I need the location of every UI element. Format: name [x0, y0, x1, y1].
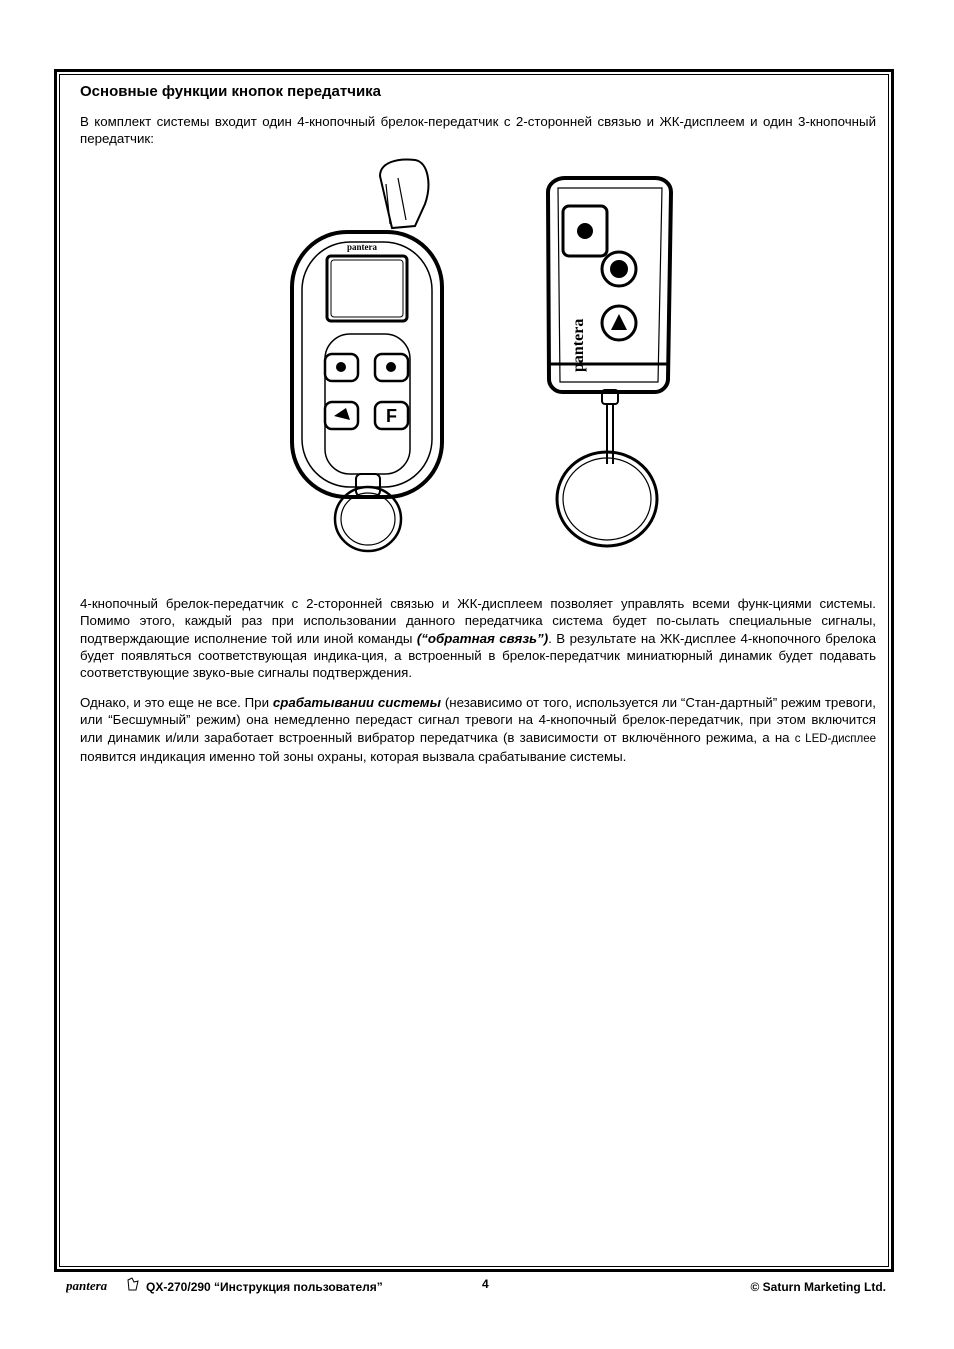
paragraph-feedback-text-a: 4-кнопочный брелок-передатчик с 2-сторонней связью и ЖК-дисплеем позволяет управлять всеми функ-циями системы. Помимо этого, каждый раз при использовании данного передатчика система будет по-сылать специальные сигналы, подтверждающие исполнение той или иной команды — [80, 595, 876, 646]
led-display-note: с LED-дисплее — [794, 732, 876, 745]
cat-icon — [128, 1278, 138, 1290]
remotes-illustration — [80, 154, 876, 584]
pantera-logo — [66, 1277, 140, 1295]
page-footer — [66, 1274, 888, 1298]
section-title: Основные функции кнопок передатчика — [80, 83, 382, 100]
page-number: 4 — [482, 1277, 489, 1291]
remote-3-brand: pantera — [570, 318, 587, 372]
paragraph-feedback — [80, 595, 876, 682]
remotes-figure — [80, 154, 876, 584]
footer-model: QX-270/290 “Инструкция пользователя” — [146, 1280, 383, 1294]
paragraph-alarm-text-a: Однако, и это еще не все. При — [80, 694, 273, 710]
lcd-remote-4-button — [292, 159, 442, 550]
paragraph-feedback-text-b: . В результате на ЖК-дисплее 4-кнопочного брелока будет появляться соответствующая индика-ция, а встроенный в брелок-передатчик миниатюрный динамик будет подавать соответствующие звуко-вые сигналы подтверждения. — [80, 630, 876, 681]
alarm-emphasis: срабатывании системы — [272, 694, 442, 710]
remote-3-key-ring — [557, 452, 657, 546]
remote-3-body — [548, 178, 671, 392]
paragraph-alarm-text-c: появится индикация именно той зоны охраны, которая вызвала срабатывание системы. — [80, 749, 627, 765]
paragraph-alarm — [80, 694, 876, 766]
lcd-remote-brand: pantera — [347, 241, 377, 252]
f-button-label: F — [386, 405, 397, 426]
intro-paragraph: В комплект системы входит один 4-кнопочный брелок-передатчик с 2-сторонней связью и ЖК-дисплеем и один 3-кнопочный передатчик: — [80, 114, 876, 147]
footer-logo-text: pantera — [66, 1278, 108, 1293]
paragraph-alarm-text-b: (независимо от того, используется ли “Стан-дартный” режим тревоги, или “Бесшумный” режим) она немедленно передаст сигнал тревоги на 4-кнопочный брелок-передатчик, при этом включится или динамик и/или заработает встроенный вибратор передатчика (в зависимости от включённого режима, а на — [80, 694, 876, 745]
lcd-screen — [327, 256, 407, 321]
lcd-remote-body — [292, 232, 442, 497]
footer-copyright: © Saturn Marketing Ltd. — [750, 1280, 886, 1294]
remote-3-button — [548, 178, 671, 546]
feedback-emphasis: (“обратная связь”) — [416, 630, 549, 646]
page-content — [80, 82, 876, 765]
